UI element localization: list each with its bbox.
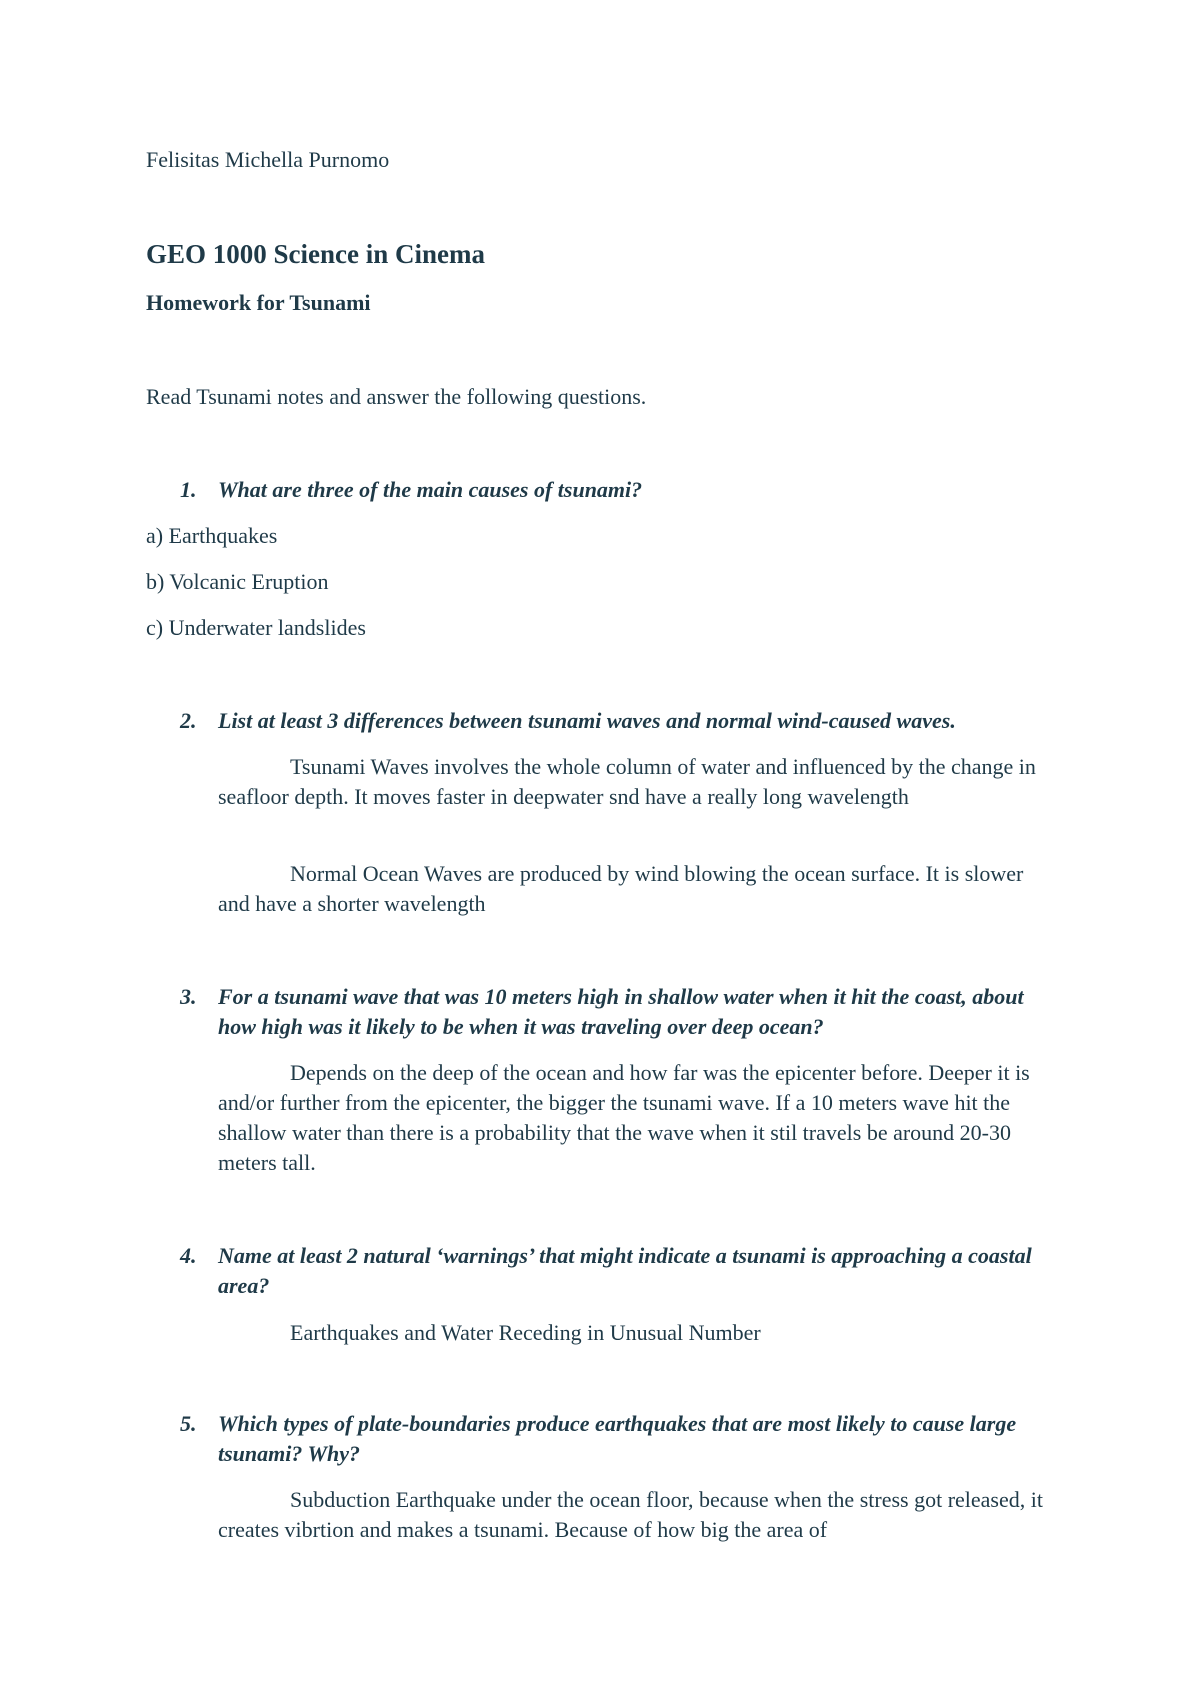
answer-paragraph: Depends on the deep of the ocean and how far was the epicenter before. Deeper it is and/or further from the epicenter, the bigger the tsunami wave. If a 10 meters wave hit the shallow water than there is a probability that the wave when it stil travels be around 20-30 meters tall. bbox=[218, 1060, 1030, 1175]
question-4 bbox=[180, 1241, 1060, 1301]
question-1 bbox=[180, 475, 1060, 505]
author-name: Felisitas Michella Purnomo bbox=[146, 147, 390, 172]
question-2 bbox=[180, 706, 1060, 736]
answer-paragraph: Earthquakes and Water Receding in Unusual Number bbox=[290, 1320, 761, 1345]
answer-list-item: c) Underwater landslides bbox=[146, 615, 366, 640]
question-number: 1. bbox=[180, 477, 197, 502]
question-text: Which types of plate-boundaries produce earthquakes that are most likely to cause large tsunami? Why? bbox=[218, 1411, 1017, 1466]
question-number: 2. bbox=[180, 708, 197, 733]
answer-paragraph: Subduction Earthquake under the ocean floor, because when the stress got released, it creates vibrtion and makes a tsunami. Because of how big the area of bbox=[218, 1487, 1043, 1542]
question-text: What are three of the main causes of tsunami? bbox=[218, 477, 643, 502]
question-number: 3. bbox=[180, 984, 197, 1009]
instructions: Read Tsunami notes and answer the following questions. bbox=[146, 384, 647, 409]
question-number: 4. bbox=[180, 1243, 197, 1268]
question-number: 5. bbox=[180, 1411, 197, 1436]
answer-paragraph: Normal Ocean Waves are produced by wind blowing the ocean surface. It is slower and have a shorter wavelength bbox=[218, 861, 1024, 916]
course-title: GEO 1000 Science in Cinema bbox=[146, 239, 485, 269]
answer-paragraph: Tsunami Waves involves the whole column of water and influenced by the change in seafloor depth. It moves faster in deepwater snd have a really long wavelength bbox=[218, 754, 1036, 809]
answer-list-item: b) Volcanic Eruption bbox=[146, 569, 329, 594]
question-text: List at least 3 differences between tsunami waves and normal wind-caused waves. bbox=[218, 708, 956, 733]
question-5 bbox=[180, 1409, 1060, 1469]
answer-list-item: a) Earthquakes bbox=[146, 523, 278, 548]
question-3 bbox=[180, 982, 1060, 1042]
homework-title: Homework for Tsunami bbox=[146, 290, 371, 315]
question-text: Name at least 2 natural ‘warnings’ that might indicate a tsunami is approaching a coastal area? bbox=[218, 1243, 1032, 1298]
question-text: For a tsunami wave that was 10 meters high in shallow water when it hit the coast, about how high was it likely to be when it was traveling over deep ocean? bbox=[218, 984, 1024, 1039]
